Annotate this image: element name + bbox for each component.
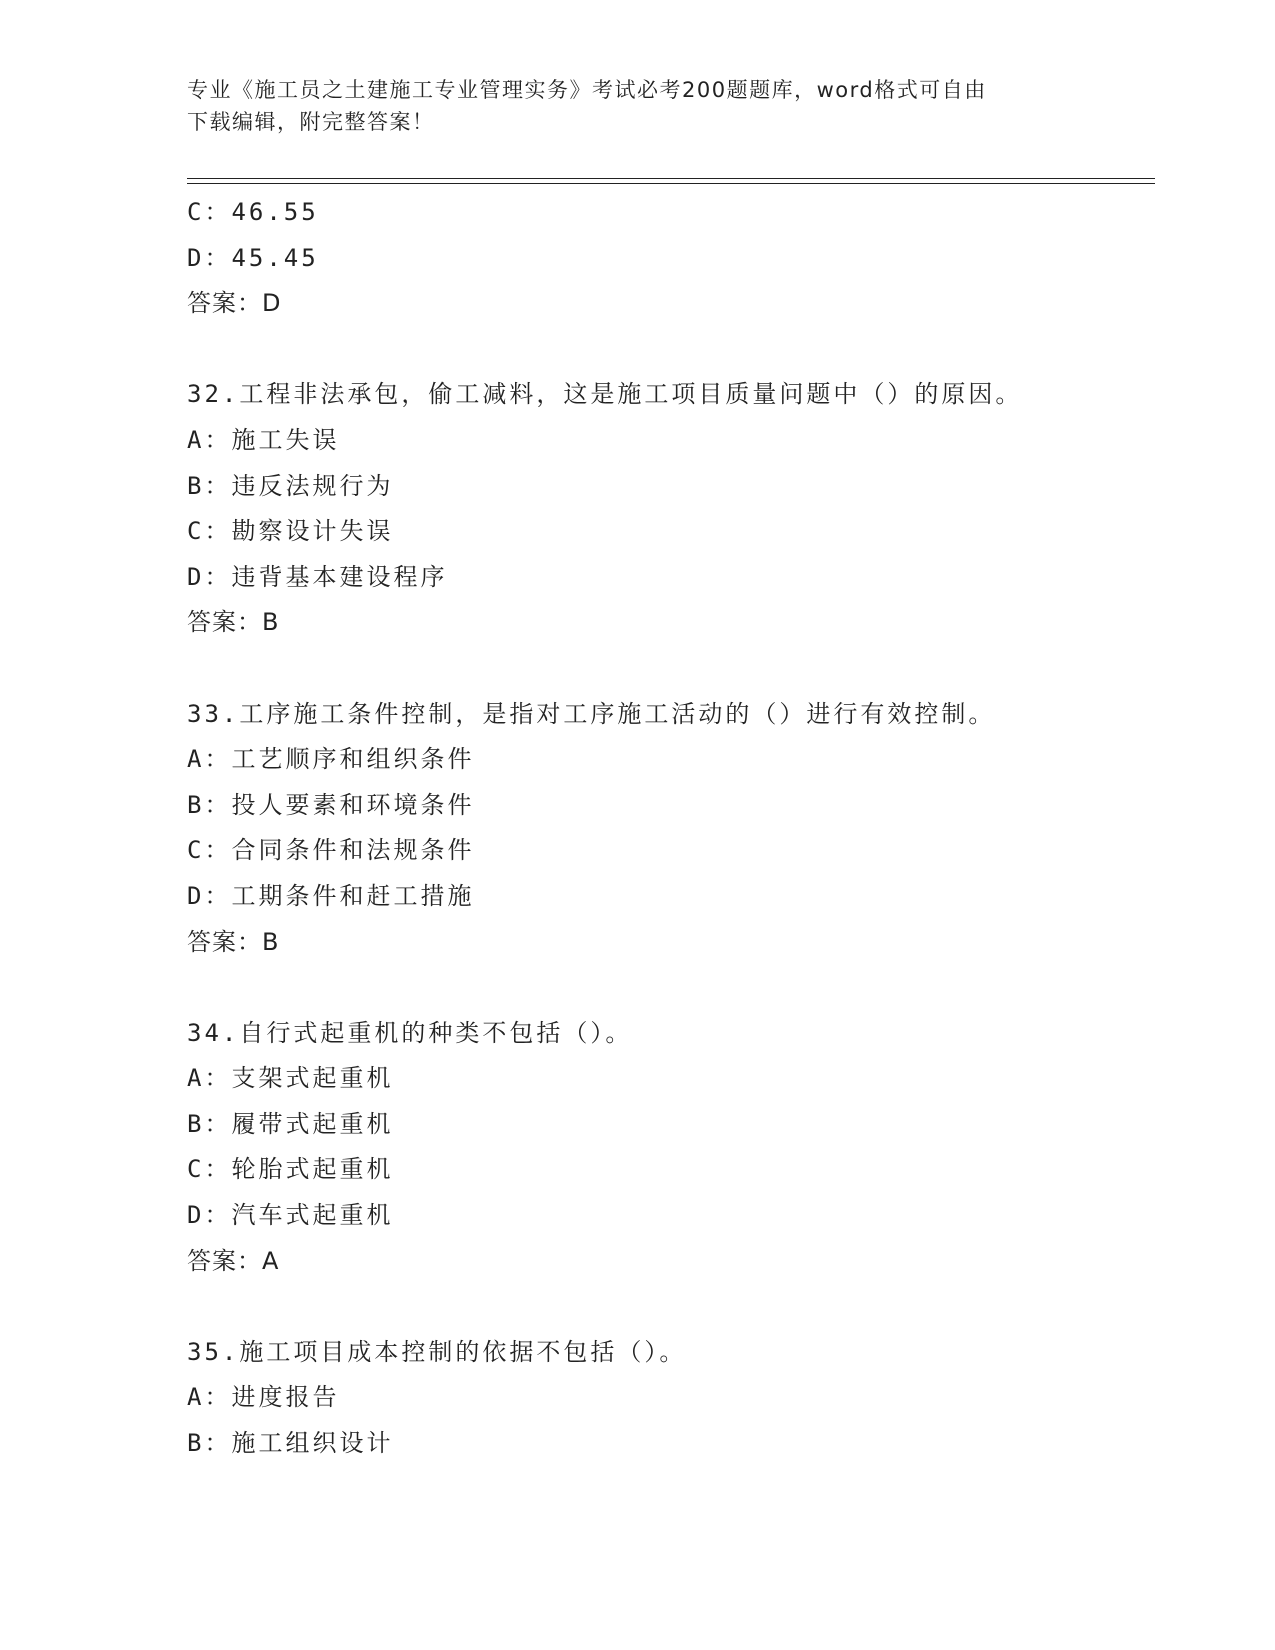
option-d: D：工期条件和赶工措施	[187, 881, 475, 910]
option-b: B：投人要素和环境条件	[187, 790, 475, 819]
question-stem: 35.施工项目成本控制的依据不包括（）。	[187, 1337, 687, 1366]
option-c: C：勘察设计失误	[187, 517, 394, 546]
header-divider-bottom	[187, 183, 1155, 184]
question-32	[187, 372, 1155, 646]
answer: 答案：B	[187, 608, 280, 637]
option-d: D：汽车式起重机	[187, 1201, 394, 1230]
option-a: A：进度报告	[187, 1383, 340, 1412]
question-stem: 34.自行式起重机的种类不包括（）。	[187, 1018, 633, 1047]
option-b: B：违反法规行为	[187, 471, 394, 500]
answer: 答案：D	[187, 289, 282, 318]
spacer	[187, 327, 1155, 373]
option-d: D：违背基本建设程序	[187, 562, 448, 591]
question-list	[187, 190, 1155, 1467]
option-a: A：支架式起重机	[187, 1064, 394, 1093]
option-d: D：45.45	[187, 243, 319, 272]
header-divider-top	[187, 178, 1155, 179]
question-stem: 33.工序施工条件控制，是指对工序施工活动的（）进行有效控制。	[187, 699, 996, 728]
option-a: A：工艺顺序和组织条件	[187, 745, 475, 774]
spacer	[187, 1284, 1155, 1330]
document-header	[187, 74, 1087, 138]
question-stem: 32.工程非法承包，偷工减料，这是施工项目质量问题中（）的原因。	[187, 380, 1023, 409]
question-34	[187, 1011, 1155, 1285]
header-line-2: 下载编辑，附完整答案！	[187, 110, 435, 134]
spacer	[187, 646, 1155, 692]
option-c: C：合同条件和法规条件	[187, 836, 475, 865]
option-c: C：46.55	[187, 198, 319, 226]
option-b: B：施工组织设计	[187, 1429, 394, 1458]
header-line-1: 专业《施工员之土建施工专业管理实务》考试必考200题题库，word格式可自由	[187, 78, 987, 102]
option-a: A：施工失误	[187, 425, 340, 454]
option-c: C：轮胎式起重机	[187, 1155, 394, 1184]
question-31-continuation	[187, 190, 1155, 327]
question-35	[187, 1330, 1155, 1467]
spacer	[187, 965, 1155, 1011]
answer: 答案：B	[187, 927, 280, 956]
question-33	[187, 692, 1155, 966]
answer: 答案：A	[187, 1246, 280, 1275]
option-b: B：履带式起重机	[187, 1109, 394, 1138]
